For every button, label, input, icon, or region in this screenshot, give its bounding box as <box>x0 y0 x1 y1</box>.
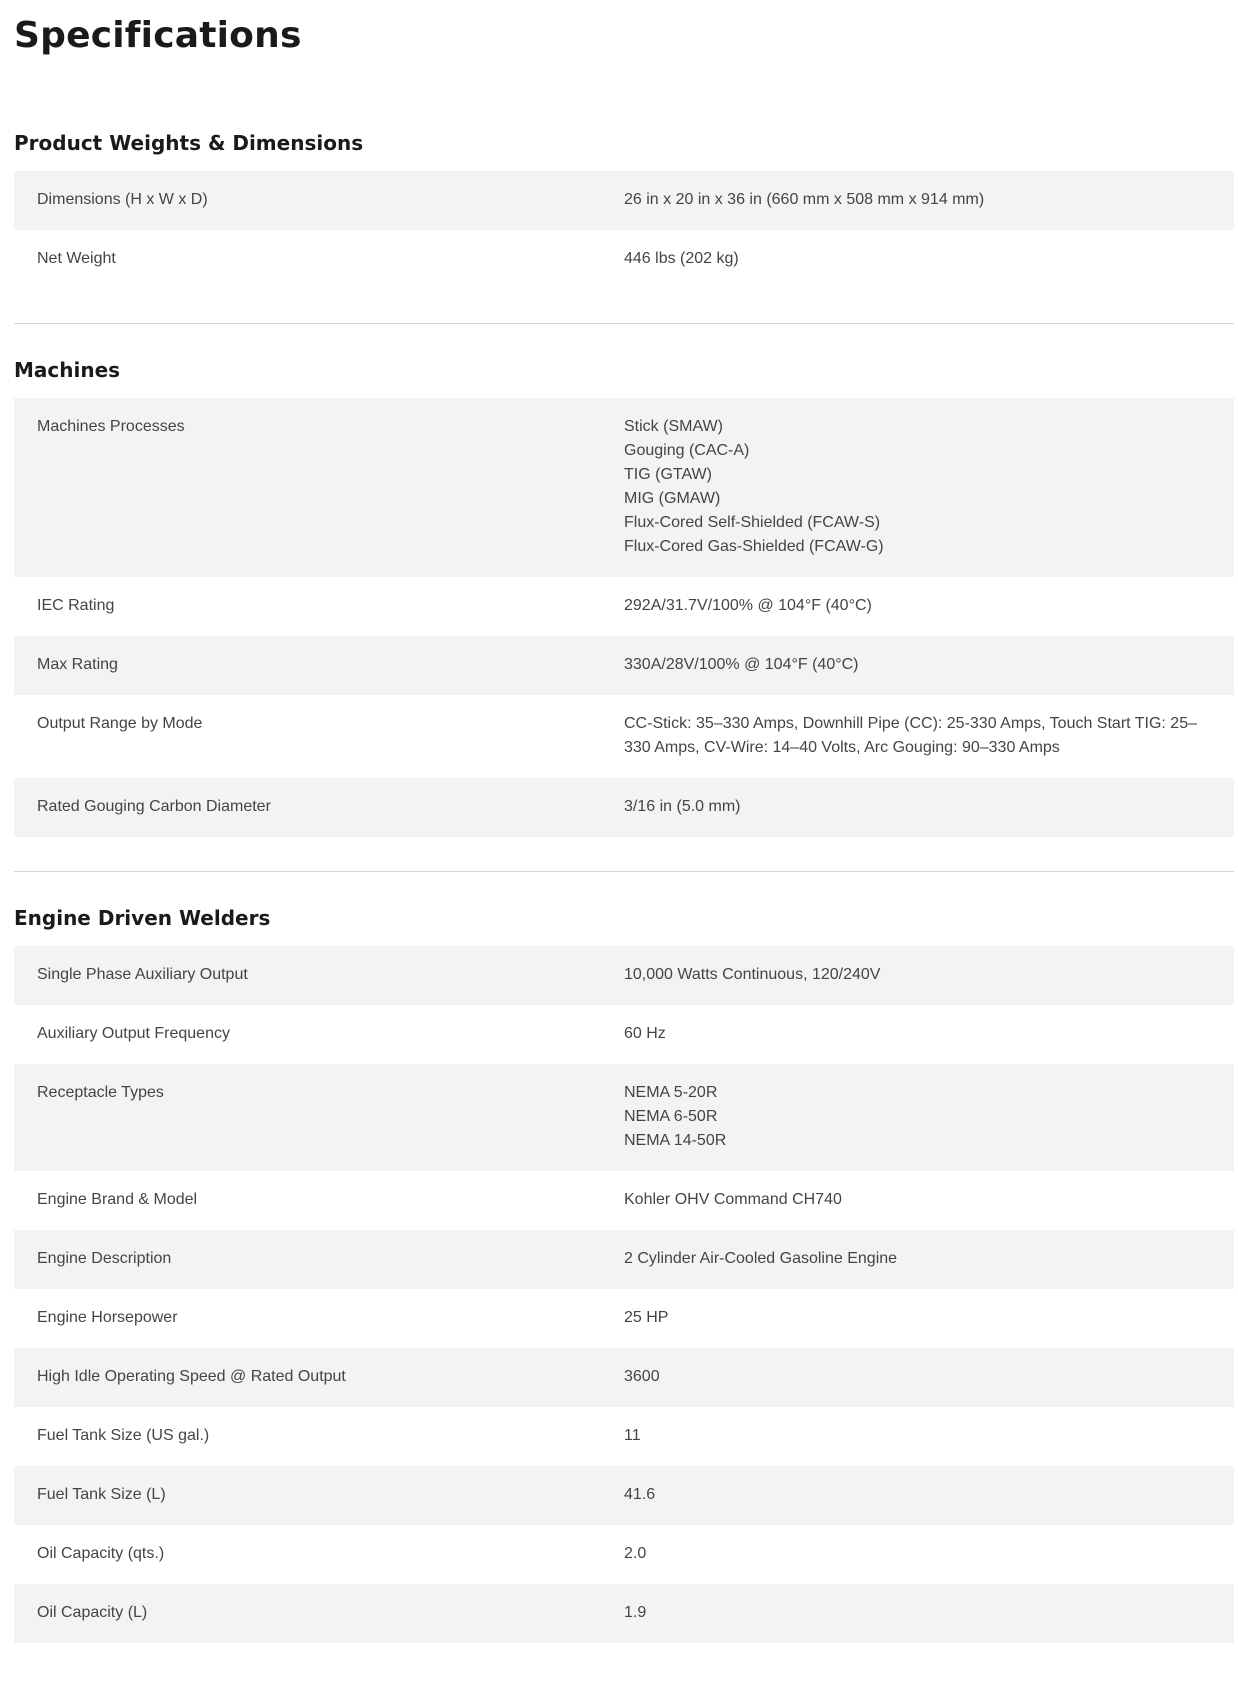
spec-value-line: 25 HP <box>624 1309 669 1326</box>
spec-row-high-idle-speed <box>14 1348 1234 1407</box>
spec-value <box>624 415 1234 559</box>
section-divider <box>14 871 1234 872</box>
spec-label: Machines Processes <box>37 418 185 435</box>
spec-row-engine-horsepower <box>14 1289 1234 1348</box>
section-product-weights-dimensions <box>14 131 1234 289</box>
spec-row-iec-rating <box>14 577 1234 636</box>
spec-value-line: NEMA 5-20R <box>624 1084 718 1101</box>
spec-value-line: 1.9 <box>624 1604 647 1621</box>
spec-value-line: MIG (GMAW) <box>624 490 721 507</box>
spec-row-dimensions <box>14 171 1234 230</box>
spec-row-engine-description <box>14 1230 1234 1289</box>
spec-row-machines-processes <box>14 398 1234 577</box>
spec-value <box>624 1542 1234 1566</box>
spec-value-line: 11 <box>624 1427 641 1444</box>
spec-row-aux-output-frequency <box>14 1005 1234 1064</box>
spec-value <box>624 1601 1234 1625</box>
spec-value-line: NEMA 6-50R <box>624 1108 718 1125</box>
spec-row-fuel-tank-gal <box>14 1407 1234 1466</box>
spec-value-line: 41.6 <box>624 1486 656 1503</box>
spec-label: Engine Brand & Model <box>37 1191 198 1208</box>
spec-label: High Idle Operating Speed @ Rated Output <box>37 1368 346 1385</box>
spec-value-line: Kohler OHV Command CH740 <box>624 1191 842 1208</box>
spec-value <box>624 1247 1234 1271</box>
spec-label: Receptacle Types <box>37 1084 164 1101</box>
spec-row-net-weight <box>14 230 1234 289</box>
spec-table <box>14 398 1234 837</box>
spec-value-line: 10,000 Watts Continuous, 120/240V <box>624 966 881 983</box>
spec-row-oil-capacity-liters <box>14 1584 1234 1643</box>
section-divider <box>14 323 1234 324</box>
spec-label: Fuel Tank Size (L) <box>37 1486 166 1503</box>
section-title: Engine Driven Welders <box>14 906 271 930</box>
spec-value-line: Flux-Cored Gas-Shielded (FCAW-G) <box>624 538 884 555</box>
spec-table <box>14 946 1234 1643</box>
spec-value-line: TIG (GTAW) <box>624 466 712 483</box>
spec-value-line: 3600 <box>624 1368 660 1385</box>
spec-table <box>14 171 1234 289</box>
spec-row-output-range <box>14 695 1234 778</box>
spec-row-fuel-tank-liters <box>14 1466 1234 1525</box>
spec-value-line: 2 Cylinder Air-Cooled Gasoline Engine <box>624 1250 898 1267</box>
spec-row-oil-capacity-qts <box>14 1525 1234 1584</box>
spec-value <box>624 1022 1234 1046</box>
spec-label: IEC Rating <box>37 597 115 614</box>
spec-row-single-phase-aux-output <box>14 946 1234 1005</box>
spec-value <box>624 712 1234 760</box>
spec-value <box>624 1081 1234 1153</box>
spec-value-line: Gouging (CAC-A) <box>624 442 750 459</box>
spec-row-receptacle-types <box>14 1064 1234 1171</box>
spec-value-line: 60 Hz <box>624 1025 666 1042</box>
spec-value <box>624 1424 1234 1448</box>
spec-value <box>624 963 1234 987</box>
spec-value-line: Stick (SMAW) <box>624 418 723 435</box>
spec-label: Fuel Tank Size (US gal.) <box>37 1427 210 1444</box>
spec-value-line: 2.0 <box>624 1545 647 1562</box>
section-title: Product Weights & Dimensions <box>14 131 364 155</box>
spec-value <box>624 188 1234 212</box>
spec-value-line: 292A/31.7V/100% @ 104°F (40°C) <box>624 597 872 614</box>
spec-label: Engine Description <box>37 1250 172 1267</box>
spec-row-engine-brand-model <box>14 1171 1234 1230</box>
spec-value <box>624 1365 1234 1389</box>
spec-label: Oil Capacity (qts.) <box>37 1545 165 1562</box>
spec-label: Max Rating <box>37 656 118 673</box>
spec-label: Net Weight <box>37 250 116 267</box>
spec-value-line: 330A/28V/100% @ 104°F (40°C) <box>624 656 859 673</box>
spec-value <box>624 594 1234 618</box>
spec-value-line: 26 in x 20 in x 36 in (660 mm x 508 mm x 914 mm) <box>624 191 985 208</box>
spec-value <box>624 247 1234 271</box>
spec-label: Rated Gouging Carbon Diameter <box>37 798 271 815</box>
section-engine-driven-welders <box>14 906 1234 1643</box>
spec-label: Output Range by Mode <box>37 715 203 732</box>
spec-label: Engine Horsepower <box>37 1309 178 1326</box>
section-title: Machines <box>14 358 121 382</box>
spec-row-max-rating <box>14 636 1234 695</box>
spec-value-line: Flux-Cored Self-Shielded (FCAW-S) <box>624 514 881 531</box>
spec-value <box>624 1188 1234 1212</box>
page-title: Specifications <box>14 15 302 56</box>
spec-label: Auxiliary Output Frequency <box>37 1025 230 1042</box>
spec-value-line: NEMA 14-50R <box>624 1132 727 1149</box>
spec-label: Oil Capacity (L) <box>37 1604 148 1621</box>
spec-label: Dimensions (H x W x D) <box>37 191 208 208</box>
spec-value-line: 446 lbs (202 kg) <box>624 250 739 267</box>
spec-label: Single Phase Auxiliary Output <box>37 966 248 983</box>
spec-value <box>624 1306 1234 1330</box>
spec-value <box>624 653 1234 677</box>
section-machines <box>14 358 1234 837</box>
spec-value <box>624 795 1234 819</box>
spec-value-line: CC-Stick: 35–330 Amps, Downhill Pipe (CC): 25-330 Amps, Touch Start TIG: 25–330 Amps, CV-Wire: 14–40 Volts, Arc Gouging: 90–330 Amps <box>624 715 1197 756</box>
spec-value-line: 3/16 in (5.0 mm) <box>624 798 741 815</box>
spec-row-gouging-carbon-diameter <box>14 778 1234 837</box>
spec-value <box>624 1483 1234 1507</box>
